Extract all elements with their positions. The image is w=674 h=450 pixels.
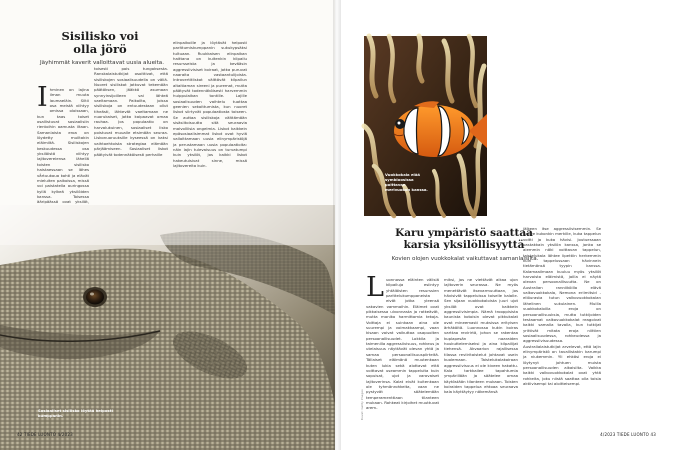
right-dropcap: L: [366, 272, 384, 303]
right-article-deck: Kovien olojen vuokkokalat vaikuttavat samanlaisilta.: [391, 256, 539, 262]
left-column-1-text: hminen on lajina ilman muuta laumaeläin. Siltii osa meistä viihtyy omissa oloissaan, kun taas toiset osallistuvat sosiaalisiin rientoihin aamusta iltaan. Samanlaista eroa on löydetty muiltakin eläimiltä. Sisiliskojen keskuudessa osa yksilöistä viihtyy lajitovereiensa lähellä toisten sisilisko haistaessaan se lähes vårtuukoua kohti ja elävät mieluiten paikoissa, missä voi paistatella auringossa kyllä kylkeä yksilöiden kanssa. Toisessa ääripäässä ovat yksilöt,: [37, 87, 89, 205]
right-column-2: miksi, jos ne viettävät aikaa ujon lajitoverin seurassa. Ne myös menettävät itsevarmuuttaan, jos hävisivät tappeluissa toiselle kalalle. Sen sijaan vuokkokaloista juuri ujot yksilöt ovat kaikkein aggressiivisimpia. Nämä trooppisista kaunista kotoisin olevat pikkukalat ovat mineemasti muksissa erityisen ärhäköitä. Luonnossa kukin koiras varttaa revirirtä, johon se rakentaa kuplapesän naaraiden houkuttelemiseksi ja aina kilpailijat tiehensä. Akvaarion rajallisessa tilassa reviiritaistelut johtavat usein kuolemaan. Taistelukalakoiraan aggressiivisuus ei ole kiveen hakattu. Kala tarkkailee tapahtumia ympärillään ja säätelee omaa käytöstään tilanteen mukaan. Toisten koiraiden tappelua ehtoaa seuraava kala käyttäytyy näkemänsä: [444, 277, 518, 395]
clownfish-photo-caption: Vuokkokala elää symbioosissa polttavan merivuokon kanssa.: [385, 172, 428, 192]
left-article-deck: Jäyhimmät kaverit valloittavat uusia alueita.: [40, 60, 164, 66]
right-title-line2: karsia yksilöllisyyttä: [403, 239, 525, 251]
left-column-1: [37, 82, 89, 205]
left-article-title: [50, 30, 150, 56]
left-column-2: toisesti pois tungoksesta. Ranskalaistutkijat osoittivat, että sisiliskojen sosiaalisuudella on väliä. Nuoret sisiliskot jatkuvat tekemään päätöksen, jääkkö asumaan synnyinsijoilleen vai lähteä vaeltamaan. Paikoilta, joissa sisiliskoja on entuudestaan ollut tiheästi, lähtevät vaeltamaan ne nuorukaiset, jotka kaipaavat omaa rauhaa. Jos populaatio on harvalukuinen, sosiaaliset lisko poistuvat muualle etsimään seuraa. Liskonuoruuksille kyseessä on kaksi vaihtoehtoista strategiaa elämään pärjäämiseen. Sosiaaliset liskot päätyivät todennäköisesti perhaille: [94, 66, 168, 157]
lizard-photo-caption: Sosiaaliset sisilisko löytää helposti kumppanin.: [38, 408, 113, 418]
left-title-line2: olla jörö: [73, 42, 127, 56]
right-folio: 4/2023 TIEDE LUONTO 43: [600, 432, 656, 437]
photo-credit: [360, 370, 366, 420]
left-dropcap: I: [37, 82, 48, 113]
left-column-3: elinpaikoille ja löytävät helposti parittumiskumppanin sukukypsäksi tultuaan. Ruukkaisen elinpaikan haittana on kuitenkin kilpailu resursseista ja kevääsin aggressiivisiset koiraat, jotka puruvat naaraita vastaantulijoista. Introvertitliskot välttävät kilpailun altaitiaman sireeni ja puremat, mutta päätyvät todennäköisesti harvemmin huippulaikan tontille. Lajille sosiaalisuuden vaihtelu tuottaa geenien sekoittumista, kun nuoret liskot siirtyvät populaatiosta toiseen. Se auttaa sisiliskoja välttämään sisäsiitoisuutta sitä seuraavia malvolliisia ongelmia. Liskot kaikkein epäsosiaalisimmat liskot ovat hyviä valloittamaan uusia elinympäristöjä ja perustamaan uusia populaatioita: näin lajin tulevaisuus on turvatumpi kuin yksilöt, jos kaikki liskot hakeutuisivat sinne, missä lajitovereita kuin.: [173, 40, 247, 168]
left-page: [0, 0, 335, 450]
left-title-line1: Sisilisko voi: [61, 29, 139, 43]
right-page: [339, 0, 674, 450]
left-folio: 42 TIEDE LUONTO 4/2023: [17, 432, 73, 437]
right-column-1: [366, 272, 439, 427]
right-column-3: jälkeen itse aggressiivisemmin. Se panee kukonkin merkille, kuka tappelun voitti ja kuka hävisi. Joutuessaan vastakkain yksilön kanssa, jonka se aiemmin näki voittavan tappelun, taistelukala lähtee lipettiin herkemmin kuin tappelussaan hävinnein tietämänsä tyypin kanssa. Kalamaailmaan kuuluu myös yksilöt harvoista eläimistä, joilla ei näytä olevan persoonallisuutta. Ne on Australian ranniiköilla elävä valkovuokkokala, Nemona eriimitsid -eliöurasta tutun valkovuokkokalan lähelinen sukulainen. Muilla vuokkokaloilla eroja on persoonallisuuksia, mutta tutkijoiden testaamat valkovuokkokalat reagoivat kaikki samalla tavalla, kun tutkijat yrittivät mitata eroja niittien sosiaalisuudessa, rohkeudessa ja aggressiivisuudessa. Australialaistutkijat arvelevat, että lajin elinympäristö on tavallistakin karumpi ja niukemmin. Yli ehkäsi eroja ei löytynyt johtuen muista persoonallisuuden aikaisilta. Vaikka kaikki valkovuokkokalat ovat yhtä rohkeita, joku niistä saattaa olla toisia aktiivisempi tai aloitteisempi.: [523, 226, 601, 386]
photo-credit-text: Kuvat: Getty Images: [360, 389, 364, 420]
page-gutter: [333, 0, 341, 450]
right-title-line1: Karu ympäristö saattaa: [395, 227, 533, 239]
right-column-1-text: uonnossa eläinten välisiä kilpailuja esiintyy yhtäläisten resurssien parittelukumppaneista eivät jotka yleensä vakavien vammoihin. Eläimet ovat pikkaisessa ulvonnasta ja ratkeävät, mutta moniko harmittomia tekoja. Voittaja ei suinkaan aina ole suurempi ja voimakkaampi, vaan kisaan voivat vaikuttaa osapuolten persoonallisuudet. Lokkila ja taimenilla aggressiivisuus, rohkeus ja utelaisuus näyttävät olevan yhtä ja samaa persoonallisuuspiirteitä. Tällaiset eläimänä muutenkaan kuten lukia sekä alottavat että voittavat useammin tappeluita kuin sopuisat, ujot ja varovaiset lajitoverinsa. Kalat eivät kuitenkaan ole tyhmänrohkeita, vaan ne pystyvät säätelemään temperamenttiaan tilanteen mukaan. Rohkeat kirjoihet muuttuvat arem-: [366, 277, 439, 411]
